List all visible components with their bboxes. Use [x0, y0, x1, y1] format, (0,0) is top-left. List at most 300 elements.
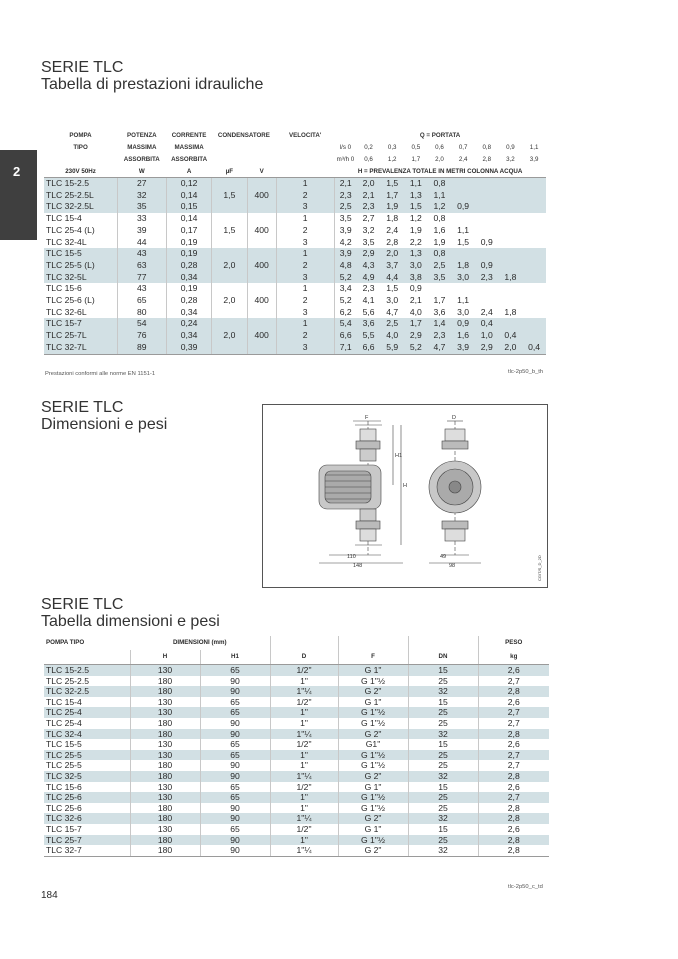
- flow-m3h: 1,2: [387, 156, 397, 163]
- cell-kg: 2,8: [478, 835, 549, 846]
- cell-a: 0,39: [167, 342, 212, 354]
- cell-dn: 15: [408, 824, 478, 835]
- flow-ls: 0,8: [482, 144, 492, 151]
- dims-row: [44, 686, 549, 697]
- cell-a: 0,34: [167, 307, 212, 319]
- flow-ls: 0,3: [387, 144, 397, 151]
- cell-d: 1/2": [270, 782, 338, 793]
- cell-d: 1"¼: [270, 771, 338, 782]
- cell-dn: 25: [408, 750, 478, 761]
- cell-prevalenza: 1,1: [457, 295, 470, 306]
- table-cell: [247, 142, 276, 154]
- table-cell: [338, 636, 408, 650]
- cell-h: 130: [130, 824, 200, 835]
- cell-prevalenza: 1,9: [409, 224, 422, 235]
- cell-prevalenza: [475, 225, 499, 237]
- cell-uf: [212, 342, 247, 354]
- cell-prevalenza: 3,0: [386, 295, 399, 306]
- cell-h1: 65: [200, 750, 270, 761]
- flow-ls: 0,5: [411, 144, 421, 151]
- cell-prevalenza: 1,0: [475, 330, 499, 342]
- cell-h1: 90: [200, 718, 270, 729]
- table-cell: [247, 154, 276, 166]
- cell-uf: [212, 213, 247, 225]
- cell-prevalenza: 4,0: [409, 306, 422, 317]
- cell-d: 1": [270, 835, 338, 846]
- perf-row: [44, 283, 546, 295]
- cell-prevalenza: 1,8: [504, 306, 517, 317]
- section1-title: SERIE TLC: [41, 59, 124, 76]
- cell-v: 400: [247, 190, 276, 202]
- cell-prevalenza: [499, 260, 523, 272]
- cell-tipo: TLC 15-4: [46, 696, 82, 707]
- cell-prevalenza: [522, 295, 546, 307]
- cell-d: 1/2": [270, 697, 338, 708]
- cell-a: 0,34: [167, 330, 212, 342]
- flow-m3h: 3,9: [529, 156, 539, 163]
- cell-prevalenza: 0,4: [499, 330, 523, 342]
- cell-prevalenza: [499, 178, 523, 190]
- cell-prevalenza: 0,9: [480, 236, 493, 247]
- label-98: 98: [449, 563, 456, 569]
- dims-row: [44, 771, 549, 782]
- cell-velocita: 3: [276, 201, 334, 213]
- u-d: D: [270, 650, 338, 665]
- perf-row: [44, 342, 546, 354]
- cell-h: 180: [130, 835, 200, 846]
- cell-prevalenza: 0,8: [433, 213, 446, 224]
- dims-row: [44, 729, 549, 740]
- cell-tipo: TLC 15-2.5: [44, 665, 130, 676]
- cell-prevalenza: 3,6: [357, 318, 381, 330]
- chapter-number: 2: [13, 164, 21, 179]
- cell-prevalenza: 1,7: [404, 318, 428, 330]
- cell-kg: 2,7: [478, 792, 549, 803]
- h-pompa: POMPA: [69, 132, 92, 139]
- cell-a: 0,19: [167, 283, 212, 295]
- cell-h1: 65: [200, 697, 270, 708]
- perf-row: [44, 260, 546, 272]
- cell-prevalenza: 0,9: [475, 260, 499, 272]
- cell-a: 0,14: [167, 213, 212, 225]
- cell-prevalenza: [499, 295, 523, 307]
- cell-prevalenza: 2,1: [357, 190, 381, 202]
- cell-kg: 2,6: [478, 739, 549, 750]
- u-dn: DN: [408, 650, 478, 665]
- cell-dn: 32: [408, 729, 478, 740]
- cell-tipo: TLC 25-6: [44, 792, 130, 803]
- cell-f: G1": [338, 739, 408, 750]
- dims-row: [44, 707, 549, 718]
- flow-m3h: 2,0: [435, 156, 444, 163]
- cell-w: 80: [117, 307, 166, 319]
- cell-w: 77: [117, 272, 166, 284]
- flow-m3h: 0,6: [364, 156, 373, 163]
- cell-prevalenza: 2,7: [362, 213, 375, 224]
- cell-d: 1": [270, 718, 338, 729]
- cell-tipo: TLC 25-6: [46, 802, 82, 813]
- cell-prevalenza: [475, 213, 499, 225]
- cell-uf: [212, 248, 247, 260]
- cell-tipo: TLC 25-4: [46, 717, 82, 728]
- cell-velocita: 2: [276, 260, 334, 272]
- cell-prevalenza: 1,1: [457, 224, 470, 235]
- cell-prevalenza: 1,3: [404, 248, 428, 260]
- cell-d: 1": [270, 792, 338, 803]
- cell-prevalenza: 2,9: [404, 330, 428, 342]
- cell-v: [247, 178, 276, 190]
- cell-v: [247, 342, 276, 354]
- cell-uf: [212, 318, 247, 330]
- cell-prevalenza: 1,9: [433, 236, 446, 247]
- cell-dn: 32: [408, 771, 478, 782]
- cell-prevalenza: [428, 283, 452, 295]
- cell-kg: 2,7: [478, 718, 549, 729]
- cell-kg: 2,6: [478, 665, 549, 676]
- cell-prevalenza: [475, 248, 499, 260]
- u-kg: kg: [478, 650, 549, 665]
- cell-a: 0,15: [167, 201, 212, 213]
- cell-v: [247, 213, 276, 225]
- cell-prevalenza: [522, 237, 546, 249]
- cell-prevalenza: 2,8: [386, 236, 399, 247]
- cell-d: 1": [270, 750, 338, 761]
- cell-h: 130: [130, 782, 200, 793]
- perf-row: [44, 201, 546, 213]
- flow-m3h: 2,4: [458, 156, 468, 163]
- cell-velocita: 1: [276, 178, 334, 190]
- cell-v: 400: [247, 260, 276, 272]
- cell-prevalenza: 0,9: [451, 201, 475, 213]
- cell-prevalenza: [499, 283, 523, 295]
- cell-f: G 2": [338, 729, 408, 740]
- cell-dn: 25: [408, 707, 478, 718]
- cell-prevalenza: [522, 178, 546, 190]
- cell-dn: 32: [408, 845, 478, 856]
- cell-tipo: TLC 25-5 (L): [44, 260, 117, 272]
- cell-w: 63: [117, 260, 166, 272]
- cell-f: G 1": [338, 782, 408, 793]
- cell-h: 180: [130, 676, 200, 687]
- table-cell: [408, 636, 478, 650]
- cell-w: 43: [117, 283, 166, 295]
- cell-prevalenza: 2,1: [334, 178, 357, 190]
- table-cell: [212, 154, 247, 166]
- cell-tipo: TLC 25-5: [44, 750, 130, 761]
- perf-row: [44, 330, 546, 342]
- cell-h1: 90: [200, 760, 270, 771]
- u-v: V: [247, 166, 276, 178]
- cell-prevalenza: [522, 318, 546, 330]
- cell-d: 1"¼: [270, 686, 338, 697]
- cell-dn: 25: [408, 792, 478, 803]
- dims-row: [44, 782, 549, 793]
- flow-ls: 0,9: [506, 144, 515, 151]
- cell-prevalenza: 5,2: [404, 342, 428, 354]
- cell-uf: 2,0: [212, 295, 247, 307]
- cell-prevalenza: 1,7: [380, 190, 404, 202]
- cell-f: G 1"½: [338, 676, 408, 687]
- section1-subtitle: Tabella di prestazioni idrauliche: [41, 76, 264, 93]
- cell-prevalenza: 3,5: [334, 213, 357, 225]
- cell-prevalenza: 2,3: [428, 330, 452, 342]
- pump-dimension-drawing: [262, 404, 548, 588]
- cell-prevalenza: [522, 272, 546, 284]
- cell-w: 76: [117, 330, 166, 342]
- cell-prevalenza: 5,4: [334, 318, 357, 330]
- cell-d: 1/2": [270, 824, 338, 835]
- cell-h1: 90: [200, 813, 270, 824]
- h-massima: MASSIMA: [127, 144, 157, 151]
- cell-d: 1": [270, 760, 338, 771]
- cell-v: 400: [247, 225, 276, 237]
- cell-prevalenza: 3,9: [334, 225, 357, 237]
- cell-v: 400: [247, 295, 276, 307]
- cell-prevalenza: 4,0: [380, 330, 404, 342]
- cell-prevalenza: [451, 190, 475, 202]
- cell-prevalenza: 5,2: [334, 295, 357, 307]
- perf-row: [44, 178, 546, 190]
- dims-row: [44, 665, 549, 676]
- dimensions-table: [44, 636, 549, 857]
- cell-h1: 90: [200, 803, 270, 814]
- cell-prevalenza: 6,6: [357, 342, 381, 354]
- label-d: D: [452, 415, 456, 421]
- cell-velocita: 1: [276, 318, 334, 330]
- cell-uf: [212, 237, 247, 249]
- dims-row: [44, 760, 549, 771]
- cell-prevalenza: [475, 201, 499, 213]
- dims-row: [44, 813, 549, 824]
- cell-a: 0,34: [167, 272, 212, 284]
- u-a: A: [167, 166, 212, 178]
- dims-row: [44, 676, 549, 687]
- cell-prevalenza: [451, 178, 475, 190]
- unit-ls: l/s 0: [339, 144, 352, 151]
- cell-prevalenza: [522, 190, 546, 202]
- cell-uf: 2,0: [212, 260, 247, 272]
- cell-prevalenza: 4,3: [357, 260, 381, 272]
- cell-prevalenza: [499, 248, 523, 260]
- cell-tipo: TLC 15-7: [46, 823, 82, 834]
- cell-prevalenza: 1,8: [451, 260, 475, 272]
- cell-kg: 2,7: [478, 676, 549, 687]
- cell-a: 0,24: [167, 318, 212, 330]
- cell-kg: 2,6: [478, 824, 549, 835]
- cell-a: 0,28: [167, 260, 212, 272]
- cell-prevalenza: 1,6: [433, 224, 446, 235]
- cell-tipo: TLC 25-2.5L: [44, 190, 117, 202]
- cell-prevalenza: 2,4: [480, 306, 493, 317]
- cell-tipo: TLC 32-2.5L: [44, 201, 117, 213]
- table-cell: [44, 154, 117, 166]
- cell-tipo: TLC 25-4: [44, 707, 130, 718]
- flow-ls: 0,2: [364, 144, 373, 151]
- cell-v: [247, 318, 276, 330]
- cell-prevalenza: 4,1: [362, 295, 375, 306]
- cell-tipo: TLC 32-5L: [44, 272, 117, 284]
- cell-prevalenza: 4,4: [380, 272, 404, 284]
- cell-f: G 1"½: [338, 760, 408, 771]
- h-tipo: TIPO: [73, 144, 88, 151]
- cell-h: 130: [130, 750, 200, 761]
- cell-f: G 1"½: [338, 835, 408, 846]
- label-f: F: [365, 415, 369, 421]
- cell-h: 180: [130, 803, 200, 814]
- cell-prevalenza: 3,5: [362, 236, 375, 247]
- label-h1: H1: [395, 453, 403, 459]
- cell-prevalenza: 2,3: [334, 190, 357, 202]
- cell-prevalenza: 2,4: [386, 224, 399, 235]
- cell-prevalenza: 5,2: [334, 272, 357, 284]
- u-h1: H1: [200, 650, 270, 665]
- cell-prevalenza: 0,4: [522, 342, 546, 354]
- cell-prevalenza: 3,9: [451, 342, 475, 354]
- cell-dn: 25: [408, 676, 478, 687]
- u-uf: µF: [212, 166, 247, 178]
- cell-f: G 1"½: [338, 792, 408, 803]
- cell-v: 400: [247, 330, 276, 342]
- cell-f: G 1"½: [338, 707, 408, 718]
- cell-velocita: 3: [276, 307, 334, 319]
- cell-prevalenza: 0,9: [409, 283, 422, 294]
- cell-prevalenza: 4,2: [334, 237, 357, 249]
- cell-prevalenza: [499, 237, 523, 249]
- cell-dn: 25: [408, 760, 478, 771]
- cell-d: 1": [270, 803, 338, 814]
- cell-h: 130: [130, 665, 200, 676]
- h-pompa-tipo: POMPA TIPO: [46, 639, 85, 646]
- h-corrente: CORRENTE: [171, 132, 207, 139]
- table-cell: [212, 142, 247, 154]
- cell-prevalenza: 2,9: [357, 248, 381, 260]
- cell-velocita: 1: [276, 213, 334, 225]
- cell-tipo: TLC 32-4L: [46, 236, 87, 247]
- cell-w: 33: [117, 213, 166, 225]
- cell-h: 130: [130, 792, 200, 803]
- cell-tipo: TLC 32-4: [44, 729, 130, 740]
- perf-row: [44, 318, 546, 330]
- cell-h: 180: [130, 813, 200, 824]
- cell-tipo: TLC 15-4: [46, 213, 82, 224]
- cell-tipo: TLC 32-6: [44, 813, 130, 824]
- flow-m3h: 3,2: [506, 156, 515, 163]
- cell-prevalenza: 5,6: [362, 306, 375, 317]
- cell-dn: 32: [408, 813, 478, 824]
- cell-prevalenza: 2,5: [428, 260, 452, 272]
- cell-dn: 32: [408, 686, 478, 697]
- cell-prevalenza: 3,8: [404, 272, 428, 284]
- cell-prevalenza: [522, 213, 546, 225]
- cell-velocita: 2: [276, 295, 334, 307]
- flow-ls: 1,1: [529, 144, 539, 151]
- cell-h1: 65: [200, 824, 270, 835]
- dims-row: [44, 792, 549, 803]
- cell-prevalenza: 4,8: [334, 260, 357, 272]
- cell-kg: 2,8: [478, 813, 549, 824]
- cell-prevalenza: [451, 213, 475, 225]
- u-prevalenza: H = PREVALENZA TOTALE IN METRI COLONNA ACQUA: [334, 166, 546, 178]
- cell-h1: 90: [200, 835, 270, 846]
- dims-row: [44, 750, 549, 761]
- flow-m3h: 2,8: [482, 156, 492, 163]
- cell-h1: 90: [200, 686, 270, 697]
- cell-prevalenza: 0,4: [475, 318, 499, 330]
- cell-kg: 2,6: [478, 782, 549, 793]
- cell-d: 1/2": [270, 739, 338, 750]
- cell-prevalenza: 3,9: [334, 248, 357, 260]
- label-h: H: [403, 483, 407, 489]
- table-cell: [276, 154, 334, 166]
- cell-prevalenza: 3,4: [334, 283, 357, 295]
- cell-f: G 2": [338, 845, 408, 856]
- cell-tipo: TLC 25-7: [44, 835, 130, 846]
- cell-tipo: TLC 25-5: [46, 760, 82, 771]
- table-cell: [44, 650, 130, 665]
- cell-uf: [212, 307, 247, 319]
- perf-row: [44, 190, 546, 202]
- cell-prevalenza: [522, 283, 546, 295]
- cell-h: 180: [130, 718, 200, 729]
- perf-row: [44, 295, 546, 307]
- cell-prevalenza: 3,6: [433, 306, 446, 317]
- u-volt: 230V 50Hz: [44, 166, 117, 178]
- cell-h1: 90: [200, 729, 270, 740]
- cell-prevalenza: [475, 178, 499, 190]
- chapter-tab: [0, 150, 37, 240]
- dims-code: tlc-2p50_c_td: [508, 884, 543, 890]
- cell-kg: 2,8: [478, 803, 549, 814]
- cell-prevalenza: 1,1: [428, 190, 452, 202]
- cell-h1: 90: [200, 845, 270, 856]
- cell-prevalenza: 3,0: [451, 272, 475, 284]
- cell-prevalenza: 2,3: [357, 201, 381, 213]
- cell-prevalenza: [499, 225, 523, 237]
- cell-dn: 15: [408, 665, 478, 676]
- cell-tipo: TLC 32-5: [44, 771, 130, 782]
- h-dimensioni: DIMENSIONI (mm): [172, 639, 227, 646]
- section2-subtitle: Dimensioni e pesi: [41, 416, 168, 433]
- cell-uf: [212, 201, 247, 213]
- cell-uf: 1,5: [212, 225, 247, 237]
- cell-w: 54: [117, 318, 166, 330]
- cell-d: 1"¼: [270, 845, 338, 856]
- cell-dn: 25: [408, 803, 478, 814]
- cell-a: 0,17: [167, 225, 212, 237]
- cell-prevalenza: [451, 283, 475, 295]
- cell-f: G 2": [338, 813, 408, 824]
- cell-tipo: TLC 15-5: [46, 739, 82, 750]
- cell-f: G 2": [338, 771, 408, 782]
- cell-f: G 1"½: [338, 750, 408, 761]
- cell-prevalenza: 3,5: [428, 272, 452, 284]
- cell-tipo: TLC 32-2.5: [44, 686, 130, 697]
- cell-kg: 2,7: [478, 707, 549, 718]
- h-massima2: MASSIMA: [174, 144, 204, 151]
- cell-prevalenza: 1,4: [428, 318, 452, 330]
- cell-prevalenza: [451, 248, 475, 260]
- cell-prevalenza: 6,2: [334, 307, 357, 319]
- cell-prevalenza: [499, 318, 523, 330]
- cell-prevalenza: 2,9: [475, 342, 499, 354]
- cell-f: G 1"½: [338, 803, 408, 814]
- cell-tipo: TLC 15-6: [46, 781, 82, 792]
- cell-prevalenza: 0,9: [451, 318, 475, 330]
- cell-velocita: 2: [276, 225, 334, 237]
- cell-f: G 1": [338, 697, 408, 708]
- perf-code: tlc-2p50_b_th: [508, 369, 544, 375]
- cell-prevalenza: 3,7: [380, 260, 404, 272]
